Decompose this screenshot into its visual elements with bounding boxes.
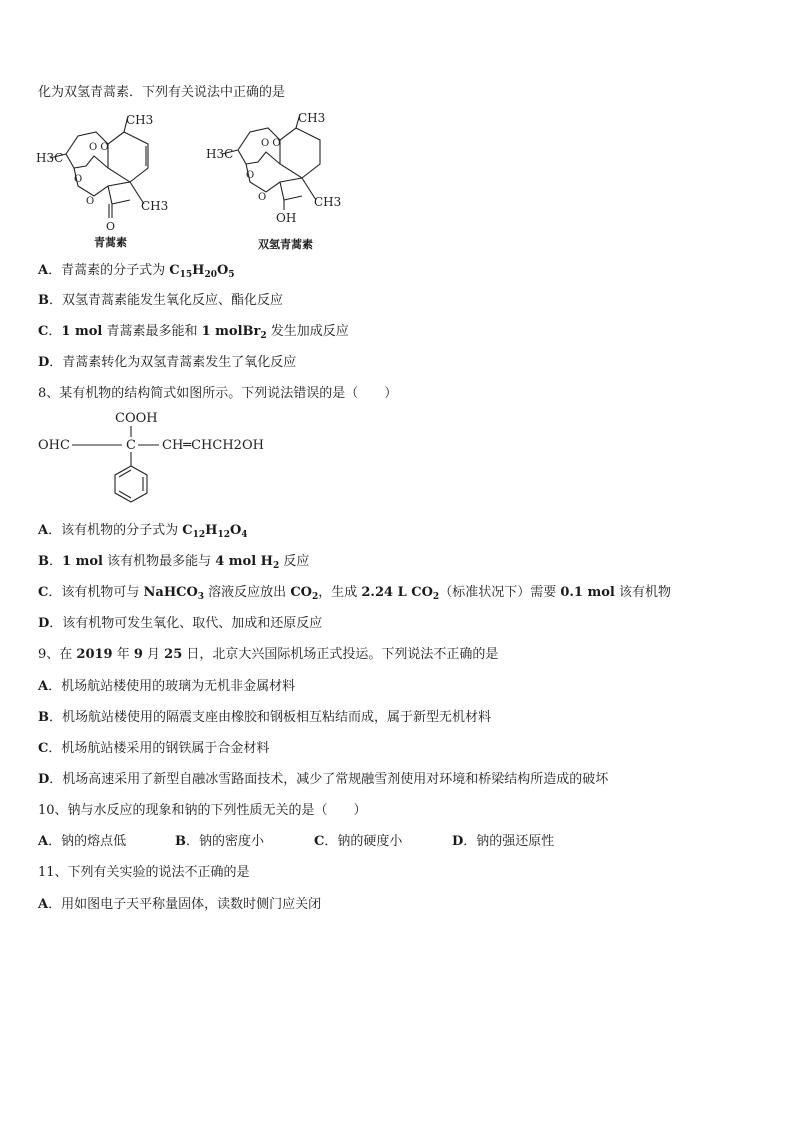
question-stem: 11、下列有关实验的说法不正确的是 bbox=[38, 865, 250, 880]
option-letter: B bbox=[38, 710, 49, 725]
option-text: 反应 bbox=[279, 554, 310, 569]
q9-stem: 9、在 2019 年 9 月 25 日，北京大兴国际机场正式投运。下列说法不正确的是 bbox=[38, 647, 499, 662]
amount: 1 molBr bbox=[201, 324, 261, 339]
q9-option-b: B．机场航站楼使用的隔震支座由橡胶和钢板相互粘结而成，属于新型无机材料 bbox=[38, 710, 492, 725]
option-text: 机场高速采用了新型自融冰雪路面技术，减少了常规融雪剂使用对环境和桥梁结构所造成的破坏 bbox=[62, 772, 609, 787]
dihydroartemisinin-caption: 双氢青蒿素 bbox=[258, 238, 313, 251]
option-letter: A bbox=[38, 897, 49, 912]
dihydroartemisinin-structure bbox=[206, 106, 356, 252]
question-stem: 10、钠与水反应的现象和钠的下列性质无关的是（ ） bbox=[38, 803, 367, 818]
amount: 1 mol bbox=[61, 324, 103, 339]
q7-option-a: A．青蒿素的分子式为 $C_{15}H_{20}O_5$ bbox=[38, 263, 235, 280]
option-letter: D bbox=[38, 772, 50, 787]
q11-stem bbox=[38, 864, 250, 882]
amount: 4 mol H bbox=[215, 554, 273, 569]
option-text: 该有机物可发生氧化、取代、加成和还原反应 bbox=[62, 616, 323, 631]
artemisinin-ch3-top: CH3 bbox=[126, 113, 154, 127]
option-letter: C bbox=[38, 741, 49, 756]
q8-option-b: B．1 mol 该有机物最多能与 4 mol $H_2$ 反应 bbox=[38, 554, 310, 571]
option-letter: A bbox=[38, 523, 49, 538]
option-text: 机场航站楼使用的隔震支座由橡胶和钢板相互粘结而成，属于新型无机材料 bbox=[62, 710, 492, 725]
q10-option-c: C．钠的硬度小 bbox=[314, 834, 403, 849]
option-text: 用如图电子天平称量固体，读数时侧门应关闭 bbox=[61, 897, 322, 912]
q8-stem bbox=[38, 385, 397, 403]
option-letter: A bbox=[38, 679, 49, 694]
q10-option-a: A．钠的熔点低 bbox=[38, 834, 127, 849]
dha-h3c: H3C bbox=[206, 147, 234, 161]
option-text: 青蒿素转化为双氢青蒿素发生了氧化反应 bbox=[62, 355, 297, 370]
q7-option-c: C．1 mol 青蒿素最多能和 1 molBr$_2$ 发生加成反应 bbox=[38, 324, 349, 341]
option-letter: B bbox=[38, 293, 49, 308]
formula-c12h12o4: $C_{12}H_{12}O_4$ bbox=[182, 523, 248, 540]
formula-c15h20o5: $C_{15}H_{20}O_5$ bbox=[169, 263, 235, 280]
question-stem: 8、某有机物的结构简式如图所示。下列说法错误的是（ ） bbox=[38, 386, 398, 401]
q9-option-c: C．机场航站楼采用的钢铁属于合金材料 bbox=[38, 741, 270, 756]
q7-option-d: D．青蒿素转化为双氢青蒿素发生了氧化反应 bbox=[38, 355, 297, 370]
q8-c-label: C bbox=[126, 438, 136, 453]
option-text: 该有机物的分子式为 bbox=[61, 523, 183, 538]
option-letter: C bbox=[38, 324, 49, 339]
artemisinin-ch3-right: CH3 bbox=[141, 199, 169, 213]
artemisinin-diagram bbox=[36, 110, 186, 252]
svg-text:O O: O O bbox=[261, 138, 281, 149]
q8-option-c: C．该有机物可与 NaHCO$_3$ 溶液反应放出 $CO_2$，生成 2.24 L $CO_2$（标准状况下）需要 0.1 mol 该有机物 bbox=[38, 585, 671, 602]
q8-option-d: D．该有机物可发生氧化、取代、加成和还原反应 bbox=[38, 616, 323, 631]
dha-ch3-right: CH3 bbox=[314, 195, 342, 209]
q9-option-a: A．机场航站楼使用的玻璃为无机非金属材料 bbox=[38, 679, 296, 694]
option-letter: C bbox=[38, 585, 49, 600]
dha-oh: OH bbox=[276, 211, 297, 225]
intro-sentence: 化为双氢青蒿素．下列有关说法中正确的是 bbox=[38, 85, 286, 100]
option-text: 该有机物最多能与 bbox=[102, 554, 216, 569]
q8-chain-label: CH═CHCH2OH bbox=[162, 438, 264, 453]
option-text: 发生加成反应 bbox=[266, 324, 349, 339]
q8-option-a: A．该有机物的分子式为 $C_{12}H_{12}O_4$ bbox=[38, 523, 248, 540]
q10-options bbox=[38, 833, 554, 851]
artemisinin-h3c: H3C bbox=[36, 151, 64, 165]
svg-text:O: O bbox=[74, 174, 83, 185]
option-letter: D bbox=[38, 355, 50, 370]
option-text: 青蒿素的分子式为 bbox=[61, 263, 170, 278]
q11-option-a: A．用如图电子天平称量固体，读数时侧门应关闭 bbox=[38, 897, 322, 912]
option-text: 机场航站楼使用的玻璃为无机非金属材料 bbox=[61, 679, 296, 694]
q8-structure bbox=[38, 408, 278, 508]
intro-text bbox=[38, 84, 285, 102]
option-letter: B bbox=[38, 554, 49, 569]
q10-stem bbox=[38, 802, 367, 820]
q8-cooh-label: COOH bbox=[115, 411, 158, 426]
dha-ch3-top: CH3 bbox=[298, 111, 326, 125]
q8-ohc-label: OHC bbox=[38, 438, 70, 453]
option-letter: D bbox=[38, 616, 50, 631]
artemisinin-caption: 青蒿素 bbox=[94, 236, 127, 249]
q10-option-d: D．钠的强还原性 bbox=[452, 834, 555, 849]
q9-option-d: D．机场高速采用了新型自融冰雪路面技术，减少了常规融雪剂使用对环境和桥梁结构所造成的破坏 bbox=[38, 772, 609, 787]
amount: 1 mol bbox=[62, 554, 103, 569]
q10-option-b: B．钠的密度小 bbox=[175, 834, 265, 849]
option-text: 双氢青蒿素能发生氧化反应、酯化反应 bbox=[62, 293, 284, 308]
option-text: 青蒿素最多能和 bbox=[102, 324, 202, 339]
svg-text:O: O bbox=[246, 170, 255, 181]
q8-structure-diagram bbox=[38, 408, 278, 508]
artemisinin-structure bbox=[36, 110, 186, 252]
dihydroartemisinin-diagram bbox=[206, 106, 356, 252]
artemisinin-o-bottom: O bbox=[106, 220, 116, 233]
svg-text:O: O bbox=[258, 192, 267, 203]
option-letter: A bbox=[38, 263, 49, 278]
option-text: 机场航站楼采用的钢铁属于合金材料 bbox=[61, 741, 270, 756]
svg-text:O O: O O bbox=[89, 142, 109, 153]
svg-text:O: O bbox=[86, 196, 95, 207]
q7-option-b: B．双氢青蒿素能发生氧化反应、酯化反应 bbox=[38, 293, 284, 308]
